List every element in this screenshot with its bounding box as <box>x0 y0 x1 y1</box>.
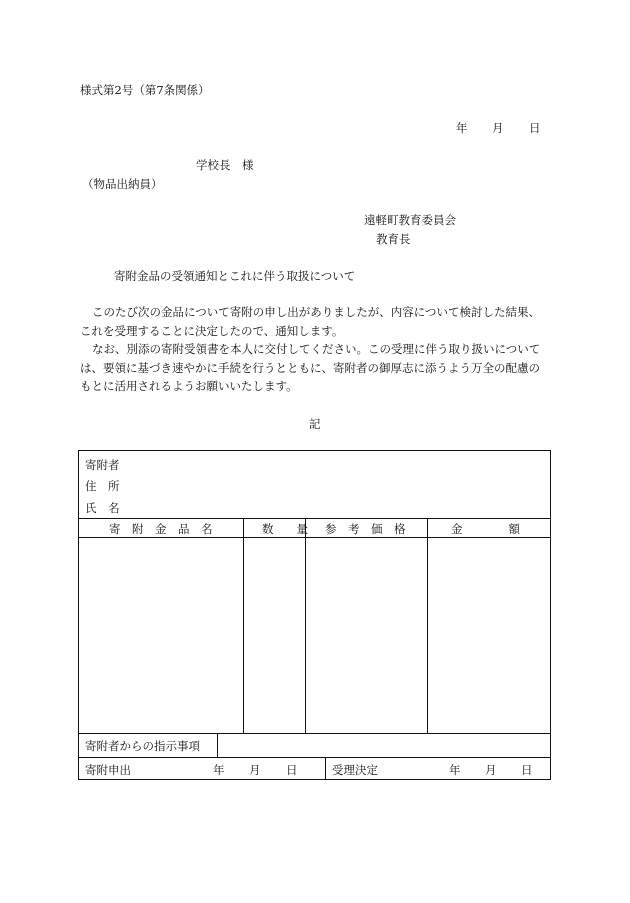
donation-form-table <box>78 450 551 780</box>
recipient-subtitle: （物品出納員） <box>82 177 163 191</box>
application-year: 年 <box>213 763 225 777</box>
acceptance-month: 月 <box>485 763 497 777</box>
instructions-label: 寄附者からの指示事項 <box>85 739 200 753</box>
application-month: 月 <box>249 763 261 777</box>
date-month-label: 月 <box>492 121 504 135</box>
divider-line <box>79 518 550 519</box>
column-header-quantity: 数 量 <box>262 522 308 536</box>
recipient-title: 学校長 様 <box>196 158 254 172</box>
instructions-divider <box>217 733 218 757</box>
donor-label: 寄附者 <box>85 458 120 472</box>
date-day-label: 日 <box>529 121 541 135</box>
date-year-label: 年 <box>456 121 468 135</box>
divider-line <box>79 537 550 538</box>
column-divider <box>427 518 428 733</box>
form-number: 様式第2号（第7条関係） <box>80 83 210 97</box>
body-line-1: このたび次の金品について寄附の申し出がありましたが、内容について検討した結果、 <box>92 305 541 319</box>
body-line-3: なお、別添の寄附受領書を本人に交付してください。この受理に伴う取り扱いについて <box>92 342 541 356</box>
body-line-4: は、要領に基づき速やかに手続を行うとともに、寄附者の御厚志に添うよう万全の配慮の <box>80 360 540 375</box>
body-text <box>80 303 554 396</box>
ki-heading: 記 <box>309 417 321 431</box>
column-header-amount: 金 額 <box>451 522 520 536</box>
acceptance-year: 年 <box>449 763 461 777</box>
body-line-2: これを受理することに決定したので、通知します。 <box>80 323 344 338</box>
subject-line: 寄附金品の受領通知とこれに伴う取扱について <box>114 269 356 283</box>
column-divider <box>305 518 306 733</box>
column-divider <box>243 518 244 733</box>
name-label: 氏 名 <box>85 501 120 515</box>
body-line-5: もとに活用されるようお願いいたします。 <box>80 379 298 393</box>
divider-line <box>79 757 550 758</box>
divider-line <box>79 733 550 734</box>
acceptance-label: 受理決定 <box>332 763 378 777</box>
address-label: 住 所 <box>85 479 120 493</box>
date-row-divider <box>325 757 326 780</box>
application-day: 日 <box>286 763 298 777</box>
sender-org: 遠軽町教育委員会 <box>364 213 456 227</box>
column-header-reference-price: 参 考 価 格 <box>325 522 406 536</box>
acceptance-day: 日 <box>521 763 533 777</box>
column-header-item-name: 寄 附 金 品 名 <box>109 522 213 536</box>
application-label: 寄附申出 <box>85 763 131 777</box>
sender-role: 教育長 <box>376 232 411 246</box>
